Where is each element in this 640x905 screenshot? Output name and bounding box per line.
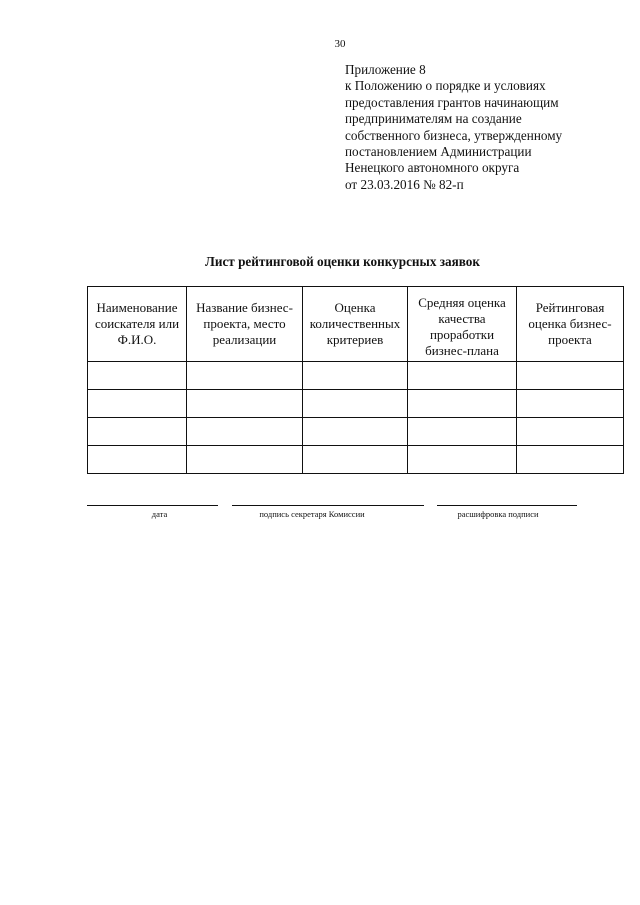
secretary-signature-line[interactable] <box>232 505 424 506</box>
appendix-header <box>345 62 615 193</box>
appendix-line: Приложение 8 <box>345 62 426 77</box>
table-cell[interactable] <box>187 362 303 390</box>
table-cell[interactable] <box>408 390 517 418</box>
appendix-line: от 23.03.2016 № 82-п <box>345 176 464 192</box>
document-title: Лист рейтинговой оценки конкурсных заявок <box>205 254 480 269</box>
table-cell[interactable] <box>187 418 303 446</box>
table-cell[interactable] <box>517 446 624 474</box>
header-rating-score: Рейтинговая оценка бизнес-проекта <box>517 287 624 362</box>
table-cell[interactable] <box>517 418 624 446</box>
table-cell[interactable] <box>303 362 408 390</box>
appendix-line: постановлением Администрации <box>345 144 532 160</box>
appendix-line: предоставления грантов начинающим <box>345 94 559 110</box>
table-cell[interactable] <box>408 362 517 390</box>
date-line[interactable] <box>87 505 218 506</box>
table-row <box>88 446 624 474</box>
table-cell[interactable] <box>408 446 517 474</box>
table-cell[interactable] <box>408 418 517 446</box>
table-cell[interactable] <box>88 362 187 390</box>
table-cell[interactable] <box>88 418 187 446</box>
signature-decoding-line[interactable] <box>437 505 577 506</box>
table-row <box>88 362 624 390</box>
table-cell[interactable] <box>187 390 303 418</box>
header-project-name: Название бизнес-проекта, место реализации <box>187 287 303 362</box>
table-cell[interactable] <box>303 390 408 418</box>
page-number: 30 <box>334 38 346 50</box>
table-cell[interactable] <box>303 418 408 446</box>
table-header-row <box>88 287 624 362</box>
table-cell[interactable] <box>88 390 187 418</box>
appendix-line: Ненецкого автономного округа <box>345 160 520 176</box>
appendix-line: предпринимателям на создание <box>345 111 522 127</box>
table-cell[interactable] <box>303 446 408 474</box>
header-business-plan-score: Средняя оценка качества проработки бизнес-плана <box>408 287 517 362</box>
header-quantitative-score: Оценка количественных критериев <box>303 287 408 362</box>
table-row <box>88 390 624 418</box>
signature-decoding-label: расшифровка подписи <box>457 509 539 519</box>
header-applicant: Наименование соискателя или Ф.И.О. <box>88 287 187 362</box>
appendix-line: собственного бизнеса, утвержденному <box>345 127 563 143</box>
date-label: дата <box>151 509 168 519</box>
appendix-line: к Положению о порядке и условиях <box>345 78 546 94</box>
rating-table <box>87 286 624 474</box>
table-cell[interactable] <box>517 390 624 418</box>
table-cell[interactable] <box>88 446 187 474</box>
table-row <box>88 418 624 446</box>
table-cell[interactable] <box>517 362 624 390</box>
table-cell[interactable] <box>187 446 303 474</box>
secretary-signature-label: подпись секретаря Комиссии <box>259 509 365 519</box>
